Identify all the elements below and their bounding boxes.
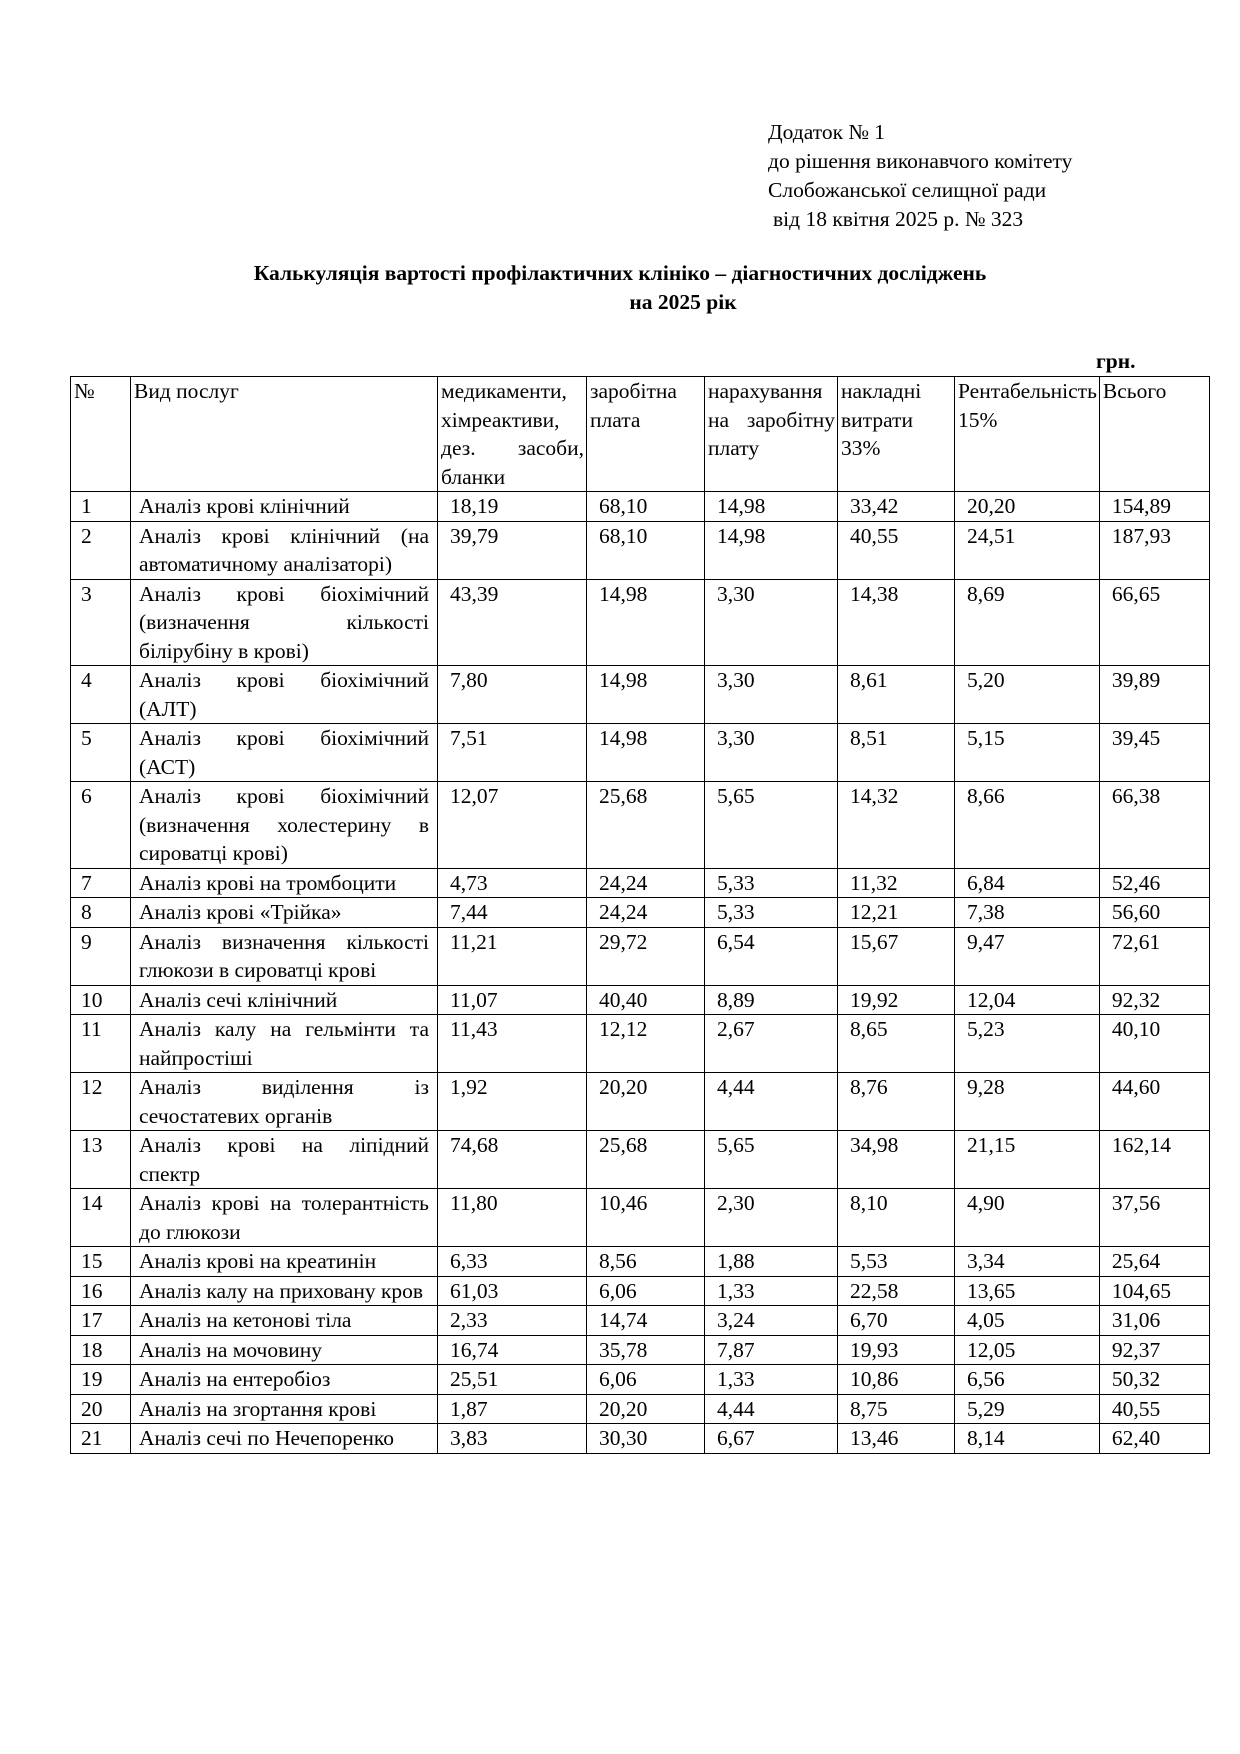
medicines-cost: 4,73 — [438, 868, 587, 898]
total: 40,55 — [1099, 1394, 1209, 1424]
table-body — [71, 492, 1210, 1454]
medicines-cost: 12,07 — [438, 782, 587, 869]
total: 92,32 — [1099, 985, 1209, 1015]
salary: 35,78 — [587, 1335, 705, 1365]
table-row — [71, 985, 1210, 1015]
service-name: Аналіз на кетонові тіла — [131, 1306, 438, 1336]
row-number: 2 — [71, 521, 131, 579]
overhead: 33,42 — [838, 492, 955, 522]
document-title — [70, 259, 1170, 317]
overhead: 8,61 — [838, 666, 955, 724]
salary: 6,06 — [587, 1276, 705, 1306]
appendix-number: Додаток № 1 — [768, 120, 886, 144]
medicines-cost: 74,68 — [438, 1131, 587, 1189]
salary: 6,06 — [587, 1365, 705, 1395]
salary: 14,98 — [587, 579, 705, 666]
header-salary: заробітна плата — [587, 377, 705, 492]
service-name: Аналіз крові на креатинін — [131, 1247, 438, 1277]
title-line-2: на 2025 рік — [629, 290, 737, 314]
salary-charges: 1,88 — [705, 1247, 838, 1277]
medicines-cost: 7,80 — [438, 666, 587, 724]
total: 50,32 — [1099, 1365, 1209, 1395]
header-service: Вид послуг — [131, 377, 438, 492]
medicines-cost: 43,39 — [438, 579, 587, 666]
total: 72,61 — [1099, 927, 1209, 985]
medicines-cost: 39,79 — [438, 521, 587, 579]
total: 66,38 — [1099, 782, 1209, 869]
overhead: 15,67 — [838, 927, 955, 985]
service-name: Аналіз калу на гельмінти та найпростіші — [131, 1015, 438, 1073]
overhead: 19,93 — [838, 1335, 955, 1365]
overhead: 8,76 — [838, 1073, 955, 1131]
table-row — [71, 1335, 1210, 1365]
salary-charges: 5,65 — [705, 1131, 838, 1189]
overhead: 8,65 — [838, 1015, 955, 1073]
service-name: Аналіз крові біохімічний (визначення холестерину в сироватці крові) — [131, 782, 438, 869]
overhead: 8,10 — [838, 1189, 955, 1247]
total: 44,60 — [1099, 1073, 1209, 1131]
row-number: 18 — [71, 1335, 131, 1365]
table-row — [71, 521, 1210, 579]
salary: 24,24 — [587, 868, 705, 898]
profitability: 9,28 — [955, 1073, 1100, 1131]
salary: 20,20 — [587, 1073, 705, 1131]
profitability: 7,38 — [955, 898, 1100, 928]
salary: 10,46 — [587, 1189, 705, 1247]
table-row — [71, 666, 1210, 724]
cost-table — [70, 376, 1210, 1454]
profitability: 5,23 — [955, 1015, 1100, 1073]
total: 37,56 — [1099, 1189, 1209, 1247]
medicines-cost: 11,43 — [438, 1015, 587, 1073]
row-number: 21 — [71, 1424, 131, 1454]
table-row — [71, 492, 1210, 522]
profitability: 8,14 — [955, 1424, 1100, 1454]
service-name: Аналіз виділення із сечостатевих органів — [131, 1073, 438, 1131]
profitability: 8,66 — [955, 782, 1100, 869]
medicines-cost: 7,44 — [438, 898, 587, 928]
table-row — [71, 782, 1210, 869]
appendix-decision: до рішення виконавчого комітету — [768, 149, 1073, 173]
salary-charges: 6,67 — [705, 1424, 838, 1454]
table-row — [71, 898, 1210, 928]
table-row — [71, 927, 1210, 985]
profitability: 5,29 — [955, 1394, 1100, 1424]
row-number: 4 — [71, 666, 131, 724]
header-profitability: Рентабельність 15% — [955, 377, 1100, 492]
row-number: 17 — [71, 1306, 131, 1336]
overhead: 34,98 — [838, 1131, 955, 1189]
medicines-cost: 2,33 — [438, 1306, 587, 1336]
total: 56,60 — [1099, 898, 1209, 928]
profitability: 5,15 — [955, 724, 1100, 782]
appendix-council: Слобожанської селищної ради — [768, 178, 1047, 202]
medicines-cost: 1,87 — [438, 1394, 587, 1424]
row-number: 7 — [71, 868, 131, 898]
salary-charges: 3,30 — [705, 724, 838, 782]
service-name: Аналіз крові на толерантність до глюкози — [131, 1189, 438, 1247]
overhead: 6,70 — [838, 1306, 955, 1336]
total: 25,64 — [1099, 1247, 1209, 1277]
salary: 40,40 — [587, 985, 705, 1015]
profitability: 20,20 — [955, 492, 1100, 522]
medicines-cost: 18,19 — [438, 492, 587, 522]
medicines-cost: 11,07 — [438, 985, 587, 1015]
table-row — [71, 1131, 1210, 1189]
overhead: 5,53 — [838, 1247, 955, 1277]
salary-charges: 14,98 — [705, 521, 838, 579]
row-number: 12 — [71, 1073, 131, 1131]
medicines-cost: 61,03 — [438, 1276, 587, 1306]
total: 52,46 — [1099, 868, 1209, 898]
total: 66,65 — [1099, 579, 1209, 666]
medicines-cost: 11,21 — [438, 927, 587, 985]
total: 39,89 — [1099, 666, 1209, 724]
salary: 30,30 — [587, 1424, 705, 1454]
total: 62,40 — [1099, 1424, 1209, 1454]
salary-charges: 5,65 — [705, 782, 838, 869]
total: 39,45 — [1099, 724, 1209, 782]
overhead: 11,32 — [838, 868, 955, 898]
row-number: 14 — [71, 1189, 131, 1247]
row-number: 8 — [71, 898, 131, 928]
table-row — [71, 579, 1210, 666]
salary-charges: 2,30 — [705, 1189, 838, 1247]
profitability: 9,47 — [955, 927, 1100, 985]
row-number: 11 — [71, 1015, 131, 1073]
service-name: Аналіз крові на ліпідний спектр — [131, 1131, 438, 1189]
service-name: Аналіз крові біохімічний (АСТ) — [131, 724, 438, 782]
row-number: 6 — [71, 782, 131, 869]
profitability: 13,65 — [955, 1276, 1100, 1306]
salary: 8,56 — [587, 1247, 705, 1277]
row-number: 10 — [71, 985, 131, 1015]
overhead: 40,55 — [838, 521, 955, 579]
salary-charges: 3,30 — [705, 579, 838, 666]
service-name: Аналіз сечі по Нечепоренко — [131, 1424, 438, 1454]
row-number: 20 — [71, 1394, 131, 1424]
table-row — [71, 1276, 1210, 1306]
medicines-cost: 1,92 — [438, 1073, 587, 1131]
header-salary-charges: нарахування на заробітну плату — [705, 377, 838, 492]
table-row — [71, 868, 1210, 898]
profitability: 6,84 — [955, 868, 1100, 898]
total: 40,10 — [1099, 1015, 1209, 1073]
salary: 68,10 — [587, 492, 705, 522]
medicines-cost: 11,80 — [438, 1189, 587, 1247]
total: 31,06 — [1099, 1306, 1209, 1336]
total: 154,89 — [1099, 492, 1209, 522]
profitability: 12,05 — [955, 1335, 1100, 1365]
profitability: 4,05 — [955, 1306, 1100, 1336]
salary: 68,10 — [587, 521, 705, 579]
service-name: Аналіз крові клінічний — [131, 492, 438, 522]
salary: 25,68 — [587, 1131, 705, 1189]
profitability: 21,15 — [955, 1131, 1100, 1189]
service-name: Аналіз крові біохімічний (визначення кількості білірубіну в крові) — [131, 579, 438, 666]
overhead: 8,51 — [838, 724, 955, 782]
table-row — [71, 1306, 1210, 1336]
overhead: 22,58 — [838, 1276, 955, 1306]
overhead: 19,92 — [838, 985, 955, 1015]
service-name: Аналіз крові «Трійка» — [131, 898, 438, 928]
salary-charges: 4,44 — [705, 1394, 838, 1424]
total: 187,93 — [1099, 521, 1209, 579]
salary-charges: 3,24 — [705, 1306, 838, 1336]
profitability: 4,90 — [955, 1189, 1100, 1247]
overhead: 14,32 — [838, 782, 955, 869]
salary-charges: 6,54 — [705, 927, 838, 985]
title-line-1: Калькуляція вартості профілактичних клініко – діагностичних досліджень — [253, 261, 987, 285]
row-number: 13 — [71, 1131, 131, 1189]
salary: 24,24 — [587, 898, 705, 928]
salary: 25,68 — [587, 782, 705, 869]
table-row — [71, 1189, 1210, 1247]
row-number: 15 — [71, 1247, 131, 1277]
total: 162,14 — [1099, 1131, 1209, 1189]
overhead: 10,86 — [838, 1365, 955, 1395]
row-number: 19 — [71, 1365, 131, 1395]
salary-charges: 5,33 — [705, 898, 838, 928]
profitability: 6,56 — [955, 1365, 1100, 1395]
service-name: Аналіз калу на приховану кров — [131, 1276, 438, 1306]
profitability: 8,69 — [955, 579, 1100, 666]
table-row — [71, 1394, 1210, 1424]
table-row — [71, 724, 1210, 782]
profitability: 5,20 — [955, 666, 1100, 724]
medicines-cost: 7,51 — [438, 724, 587, 782]
salary: 14,74 — [587, 1306, 705, 1336]
table-row — [71, 1365, 1210, 1395]
salary: 29,72 — [587, 927, 705, 985]
table-row — [71, 1424, 1210, 1454]
row-number: 9 — [71, 927, 131, 985]
header-medicines: медикаменти, хімреактиви, дез. засоби, бланки — [438, 377, 587, 492]
overhead: 13,46 — [838, 1424, 955, 1454]
header-overhead: накладні витрати 33% — [838, 377, 955, 492]
service-name: Аналіз визначення кількості глюкози в сироватці крові — [131, 927, 438, 985]
medicines-cost: 25,51 — [438, 1365, 587, 1395]
overhead: 12,21 — [838, 898, 955, 928]
table-header-row — [71, 377, 1210, 492]
service-name: Аналіз крові біохімічний (АЛТ) — [131, 666, 438, 724]
row-number: 3 — [71, 579, 131, 666]
salary: 20,20 — [587, 1394, 705, 1424]
salary-charges: 4,44 — [705, 1073, 838, 1131]
service-name: Аналіз на мочовину — [131, 1335, 438, 1365]
row-number: 1 — [71, 492, 131, 522]
table-row — [71, 1247, 1210, 1277]
medicines-cost: 16,74 — [438, 1335, 587, 1365]
appendix-block — [768, 118, 1072, 234]
overhead: 8,75 — [838, 1394, 955, 1424]
profitability: 3,34 — [955, 1247, 1100, 1277]
total: 104,65 — [1099, 1276, 1209, 1306]
overhead: 14,38 — [838, 579, 955, 666]
total: 92,37 — [1099, 1335, 1209, 1365]
salary-charges: 8,89 — [705, 985, 838, 1015]
salary-charges: 14,98 — [705, 492, 838, 522]
salary-charges: 3,30 — [705, 666, 838, 724]
header-number: № — [71, 377, 131, 492]
header-total: Всього — [1099, 377, 1209, 492]
salary-charges: 1,33 — [705, 1365, 838, 1395]
table-row — [71, 1015, 1210, 1073]
service-name: Аналіз на ентеробіоз — [131, 1365, 438, 1395]
appendix-date: від 18 квітня 2025 р. № 323 — [773, 207, 1024, 231]
salary: 14,98 — [587, 666, 705, 724]
salary: 12,12 — [587, 1015, 705, 1073]
service-name: Аналіз крові клінічний (на автоматичному аналізаторі) — [131, 521, 438, 579]
table-row — [71, 1073, 1210, 1131]
row-number: 16 — [71, 1276, 131, 1306]
medicines-cost: 3,83 — [438, 1424, 587, 1454]
profitability: 12,04 — [955, 985, 1100, 1015]
salary-charges: 5,33 — [705, 868, 838, 898]
profitability: 24,51 — [955, 521, 1100, 579]
currency-unit: грн. — [1096, 349, 1136, 373]
medicines-cost: 6,33 — [438, 1247, 587, 1277]
service-name: Аналіз сечі клінічний — [131, 985, 438, 1015]
service-name: Аналіз крові на тромбоцити — [131, 868, 438, 898]
salary-charges: 1,33 — [705, 1276, 838, 1306]
salary: 14,98 — [587, 724, 705, 782]
salary-charges: 7,87 — [705, 1335, 838, 1365]
salary-charges: 2,67 — [705, 1015, 838, 1073]
service-name: Аналіз на згортання крові — [131, 1394, 438, 1424]
row-number: 5 — [71, 724, 131, 782]
